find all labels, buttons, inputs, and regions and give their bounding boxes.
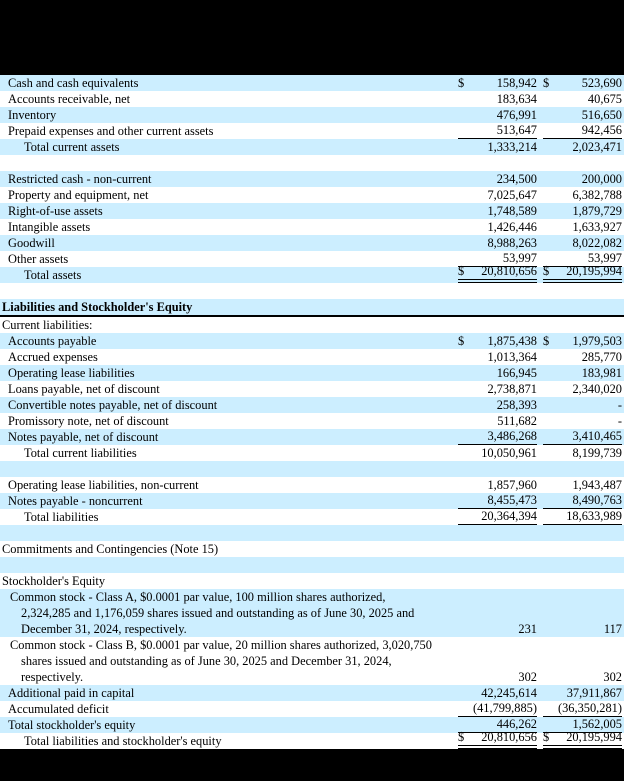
value-col-1-cell [458,187,537,203]
table-row [0,701,624,717]
value-col-2-cell [543,317,622,333]
value-col-1: 1,333,214 [487,140,537,154]
value-col-2-cell [543,493,622,509]
value-col-2: 1,943,487 [572,478,622,492]
table-row [0,365,624,381]
table-row [0,91,624,107]
table-row [0,139,624,155]
value-col-2: 20,195,994 [566,730,622,744]
value-col-2-cell [543,381,622,397]
row-label: Notes payable - noncurrent [8,494,143,508]
value-col-2-cell [543,299,622,315]
table-row [0,589,624,637]
value-col-2-cell [543,397,622,413]
row-label: Liabilities and Stockholder's Equity [2,300,193,314]
table-row [0,333,624,349]
value-col-1-cell [458,107,537,123]
value-col-2: 302 [603,670,622,684]
value-col-1-cell [458,171,537,187]
value-col-1-cell [458,219,537,235]
table-row [0,637,624,685]
value-col-2: 37,911,867 [566,686,622,700]
value-col-1-cell [458,299,537,315]
table-row [0,264,624,283]
row-label: Additional paid in capital [8,686,135,700]
row-label: Goodwill [8,236,55,250]
dollar-sign: $ [458,334,465,348]
dollar-sign: $ [543,730,550,744]
value-col-1: 158,942 [496,76,537,90]
spacer-row [0,461,624,477]
spacer-row [0,155,624,171]
value-col-2: 2,023,471 [572,140,622,154]
value-col-1: 20,364,394 [481,509,537,523]
table-row [0,573,624,589]
value-col-2-cell [543,187,622,203]
value-col-1: (41,799,885) [472,701,537,715]
value-col-1: 8,455,473 [487,493,537,507]
value-col-1: 258,393 [496,398,537,412]
value-col-2-cell [543,477,622,493]
balance-sheet [0,75,624,749]
value-col-2: 20,195,994 [566,264,622,278]
value-col-1-cell [458,235,537,251]
value-col-2: (36,350,281) [557,701,622,715]
row-label: Other assets [8,252,69,266]
value-col-2-cell [543,669,622,685]
value-col-1-cell [458,669,537,685]
value-col-2: 516,650 [581,108,622,122]
table-row [0,187,624,203]
table-row [0,75,624,91]
row-label-line: respectively. [21,670,84,684]
value-col-2-cell [543,235,622,251]
row-label: Promissory note, net of discount [8,414,169,428]
row-label: Right-of-use assets [8,204,103,218]
value-col-1: 42,245,614 [481,686,537,700]
dollar-sign: $ [458,730,465,744]
row-label [0,589,454,637]
value-col-2-cell [543,171,622,187]
value-col-2-cell [543,701,622,717]
value-col-1: 511,682 [497,414,537,428]
table-row [0,219,624,235]
value-col-2: 8,022,082 [572,236,622,250]
row-label: Restricted cash - non-current [8,172,152,186]
table-row [0,299,624,317]
value-col-1-cell [458,123,537,139]
value-col-1: 446,262 [496,717,537,731]
table-row [0,541,624,557]
value-col-1: 513,647 [496,123,537,137]
value-col-1-cell [458,509,537,525]
value-col-2-cell [543,685,622,701]
row-label: Total current liabilities [24,446,137,460]
value-col-1: 183,634 [496,92,537,106]
value-col-1: 1,875,438 [487,334,537,348]
value-col-1-cell [458,264,537,283]
row-label-line: shares issued and outstanding as of June 30, 2025 and December 31, 2024, [21,654,392,668]
row-label: Total stockholder's equity [8,718,136,732]
table-row [0,123,624,139]
table-row [0,493,624,509]
value-col-1-cell [458,397,537,413]
value-col-1-cell [458,429,537,445]
row-label: Operating lease liabilities [8,366,135,380]
row-label: Total liabilities and stockholder's equity [24,734,222,748]
spacer-row [0,557,624,573]
value-col-1: 7,025,647 [487,188,537,202]
value-col-2-cell [543,107,622,123]
redaction-bar-top [0,0,624,75]
table-row [0,477,624,493]
row-label: Total assets [24,268,82,282]
value-col-1-cell [458,349,537,365]
value-col-2-cell [543,573,622,589]
value-col-2: 1,633,927 [572,220,622,234]
value-col-1-cell [458,139,537,155]
row-label: Property and equipment, net [8,188,149,202]
value-col-2-cell [543,413,622,429]
value-col-1: 20,810,656 [481,264,537,278]
value-col-1-cell [458,621,537,637]
row-label: Accumulated deficit [8,702,109,716]
value-col-2: 1,979,503 [572,334,622,348]
table-row [0,397,624,413]
table-row [0,413,624,429]
row-label: Current liabilities: [2,318,93,332]
table-row [0,429,624,445]
row-label: Accrued expenses [8,350,98,364]
value-col-1: 1,426,446 [487,220,537,234]
dollar-sign: $ [543,264,550,278]
value-col-2: 1,879,729 [572,204,622,218]
row-label-line: 2,324,285 and 1,176,059 shares issued and outstanding as of June 30, 2025 and [21,606,415,620]
value-col-1-cell [458,203,537,219]
value-col-2-cell [543,91,622,107]
value-col-2-cell [543,509,622,525]
table-row [0,381,624,397]
row-label-line: Common stock - Class A, $0.0001 par value, 100 million shares authorized, [10,590,386,604]
value-col-2: 3,410,465 [572,429,622,443]
table-row [0,509,624,525]
value-col-2: 200,000 [581,172,622,186]
value-col-1-cell [458,381,537,397]
value-col-1-cell [458,91,537,107]
value-col-2-cell [543,139,622,155]
value-col-2-cell [543,541,622,557]
value-col-1-cell [458,333,537,349]
value-col-2: 117 [603,622,622,636]
value-col-2: 6,382,788 [572,188,622,202]
dollar-sign: $ [543,334,550,348]
value-col-2: 523,690 [581,76,622,90]
value-col-2: 942,456 [581,123,622,137]
table-row [0,107,624,123]
value-col-1-cell [458,413,537,429]
value-col-2-cell [543,123,622,139]
value-col-1-cell [458,445,537,461]
value-col-1: 1,748,589 [487,204,537,218]
value-col-1-cell [458,541,537,557]
table-row [0,445,624,461]
row-label: Total current assets [24,140,120,154]
value-col-2-cell [543,429,622,445]
value-col-1: 10,050,961 [481,446,537,460]
table-row [0,317,624,333]
table-row [0,685,624,701]
value-col-2: 40,675 [587,92,622,106]
value-col-2: 2,340,020 [572,382,622,396]
value-col-1: 231 [518,622,537,636]
row-label: Accounts payable [8,334,97,348]
dollar-sign: $ [458,264,465,278]
row-label: Inventory [8,108,57,122]
dollar-sign: $ [543,76,550,90]
table-row [0,235,624,251]
value-col-2-cell [543,264,622,283]
row-label: Loans payable, net of discount [8,382,160,396]
row-label: Prepaid expenses and other current assets [8,124,214,138]
value-col-2-cell [543,445,622,461]
value-col-2-cell [543,621,622,637]
value-col-1-cell [458,317,537,333]
row-label [0,637,454,685]
row-label: Convertible notes payable, net of discount [8,398,218,412]
value-col-1: 166,945 [496,366,537,380]
row-label: Total liabilities [24,510,99,524]
row-label-line: Common stock - Class B, $0.0001 par value, 20 million shares authorized, 3,020,750 [10,638,432,652]
table-row [0,730,624,749]
row-label: Commitments and Contingencies (Note 15) [2,542,219,556]
value-col-1: 53,997 [502,251,537,265]
row-label: Operating lease liabilities, non-current [8,478,199,492]
value-col-2: 183,981 [581,366,622,380]
value-col-1: 8,988,263 [487,236,537,250]
value-col-2-cell [543,333,622,349]
value-col-2: 8,199,739 [572,446,622,460]
row-label: Cash and cash equivalents [8,76,139,90]
value-col-2-cell [543,203,622,219]
spacer-row [0,525,624,541]
value-col-2: - [617,414,622,428]
value-col-2: 18,633,989 [566,509,622,523]
value-col-1-cell [458,493,537,509]
row-label: Accounts receivable, net [8,92,131,106]
value-col-2-cell [543,219,622,235]
table-row [0,203,624,219]
value-col-1-cell [458,75,537,91]
value-col-1: 302 [518,670,537,684]
spacer-row [0,283,624,299]
table-row [0,349,624,365]
value-col-1-cell [458,477,537,493]
value-col-2: - [617,398,622,412]
value-col-2: 53,997 [587,251,622,265]
value-col-1-cell [458,701,537,717]
value-col-1: 20,810,656 [481,730,537,744]
value-col-2-cell [543,75,622,91]
row-label-line: December 31, 2024, respectively. [21,622,187,636]
value-col-1: 2,738,871 [487,382,537,396]
value-col-2: 8,490,763 [572,493,622,507]
value-col-2-cell [543,349,622,365]
value-col-1: 1,013,364 [487,350,537,364]
value-col-1-cell [458,365,537,381]
row-label: Intangible assets [8,220,91,234]
value-col-1: 3,486,268 [487,429,537,443]
value-col-1-cell [458,573,537,589]
redaction-bar-bottom [0,749,624,781]
value-col-2-cell [543,730,622,749]
value-col-2: 285,770 [581,350,622,364]
row-label: Notes payable, net of discount [8,430,159,444]
value-col-1-cell [458,685,537,701]
value-col-1: 234,500 [496,172,537,186]
value-col-2-cell [543,365,622,381]
row-label: Stockholder's Equity [2,574,106,588]
value-col-1: 1,857,960 [487,478,537,492]
dollar-sign: $ [458,76,465,90]
table-row [0,171,624,187]
value-col-1-cell [458,730,537,749]
value-col-2: 1,562,005 [572,717,622,731]
value-col-1: 476,991 [496,108,537,122]
